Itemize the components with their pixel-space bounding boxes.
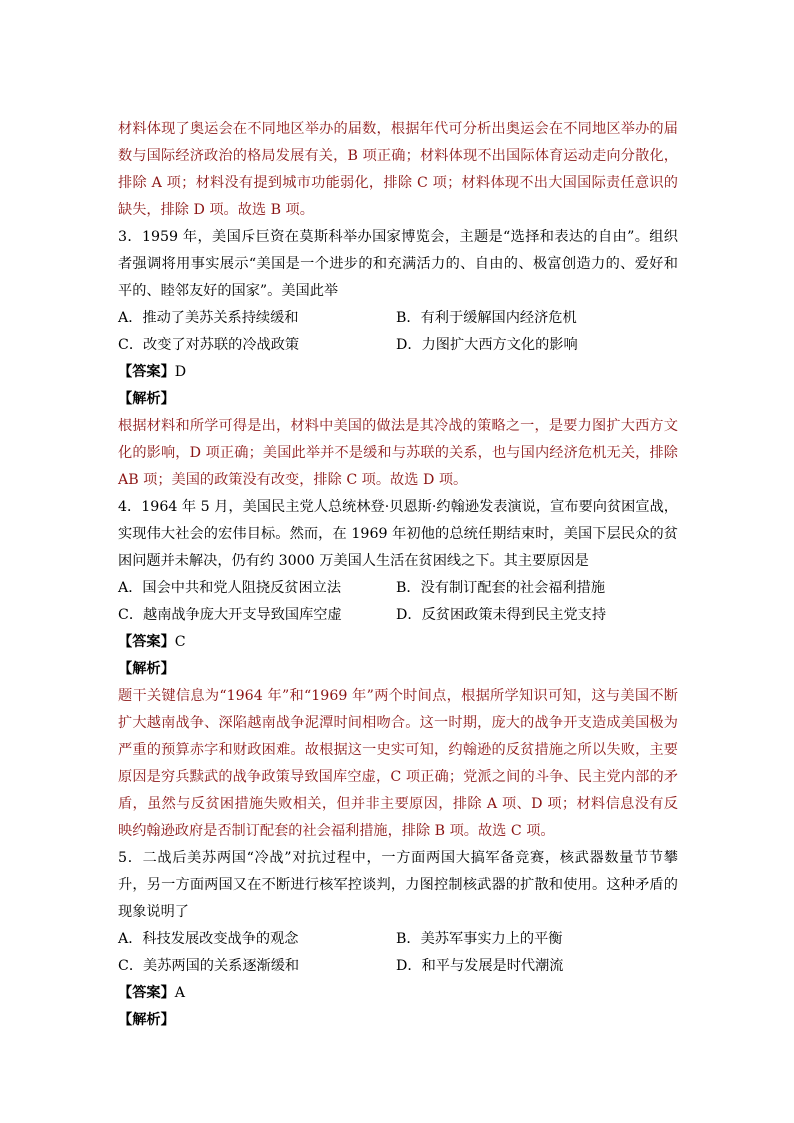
analysis-prev-question: 材料体现了奥运会在不同地区举办的届数，根据年代可分析出奥运会在不同地区举办的届数与国际经济政治的格局发展有关，B 项正确；材料体现不出国际体育运动走向分散化，排除 A 项；材料没有提到城市功能弱化，排除 C 项；材料体现不出大国国际责任意识的缺失，排除 D 项。故选 B 项。 <box>118 121 678 218</box>
answer-label: 【答案】 <box>118 634 175 650</box>
analysis-label: 【解析】 <box>118 1012 175 1028</box>
analysis-text: 根据材料和所学可得是出，材料中美国的做法是其冷战的策略之一，是要力图扩大西方文化的影响，D 项正确；美国此举并不是缓和与苏联的关系，也与国内经济危机无关，排除 AB 项；美国的政策没有改变，排除 C 项。故选 D 项。 <box>118 418 678 488</box>
question-stem: 5．二战后美苏两国“冷战”对抗过程中，一方面两国大搞军备竞赛，核武器数量节节攀升，另一方面两国又在不断进行核军控谈判，力图控制核武器的扩散和使用。这种矛盾的现象说明了 <box>118 850 678 920</box>
options <box>118 575 678 629</box>
option-a: A．推动了美苏关系持续缓和 <box>118 310 299 326</box>
option-d: D．力图扩大西方文化的影响 <box>396 337 578 353</box>
question-4 <box>118 494 678 845</box>
analysis-label: 【解析】 <box>118 391 175 407</box>
question-3 <box>118 224 678 494</box>
answer-value: A <box>174 985 186 1001</box>
question-stem: 3．1959 年，美国斥巨资在莫斯科举办国家博览会，主题是“选择和表达的自由”。组织者强调将用事实展示“美国是一个进步的和充满活力的、自由的、极富创造力的、爱好和平的、睦邻友好的国家”。美国此举 <box>118 229 678 299</box>
option-c: C．越南战争庞大开支导致国库空虚 <box>118 607 342 623</box>
option-b: B．美苏军事实力上的平衡 <box>396 931 563 947</box>
option-b: B．没有制订配套的社会福利措施 <box>396 580 606 596</box>
answer-label: 【答案】 <box>118 364 175 380</box>
document-page <box>118 116 678 1034</box>
question-5 <box>118 845 678 1034</box>
answer-line <box>118 980 678 1007</box>
analysis-text: 题干关键信息为“1964 年”和“1969 年”两个时间点，根据所学知识可知，这与美国不断扩大越南战争、深陷越南战争泥潭时间相吻合。这一时期，庞大的战争开支造成美国极为严重的预算赤字和财政困难。故根据这一史实可知，约翰逊的反贫措施之所以失败，主要原因是穷兵黩武的战争政策导致国库空虚，C 项正确；党派之间的斗争、民主党内部的矛盾，虽然与反贫困措施失败相关，但并非主要原因，排除 A 项、D 项；材料信息没有反映约翰逊政府是否制订配套的社会福利措施，排除 B 项。故选 C 项。 <box>118 688 678 839</box>
answer-line <box>118 629 678 656</box>
options <box>118 926 678 980</box>
option-a: A．科技发展改变战争的观念 <box>118 931 299 947</box>
option-d: D．和平与发展是时代潮流 <box>396 958 564 974</box>
analysis-label: 【解析】 <box>118 661 175 677</box>
option-b: B．有利于缓解国内经济危机 <box>396 310 577 326</box>
option-c: C．美苏两国的关系逐渐缓和 <box>118 958 300 974</box>
answer-line <box>118 359 678 386</box>
option-a: A．国会中共和党人阻挠反贫困立法 <box>118 580 342 596</box>
option-c: C．改变了对苏联的冷战政策 <box>118 337 300 353</box>
options <box>118 305 678 359</box>
question-stem: 4．1964 年 5 月，美国民主党人总统林登·贝恩斯·约翰逊发表演说，宣布要向贫困宣战，实现伟大社会的宏伟目标。然而，在 1969 年初他的总统任期结束时，美国下层民众的贫困问题并未解决，仍有约 3000 万美国人生活在贫困线之下。其主要原因是 <box>118 499 678 569</box>
answer-value: C <box>174 634 186 650</box>
answer-value: D <box>174 364 187 380</box>
option-d: D．反贫困政策未得到民主党支持 <box>396 607 607 623</box>
answer-label: 【答案】 <box>118 985 175 1001</box>
